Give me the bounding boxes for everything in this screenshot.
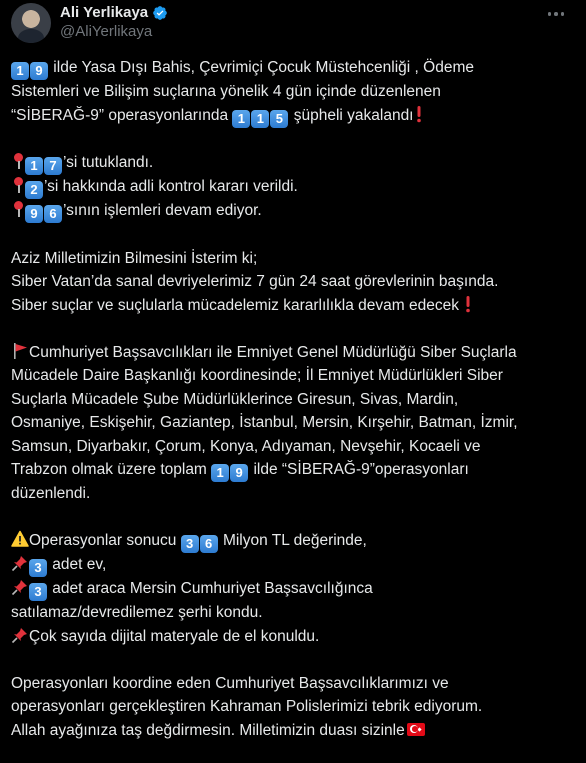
- keycap-digit: 3: [181, 535, 199, 553]
- text-fragment: ilde “SİBERAĞ-9”operasyonları: [249, 461, 469, 478]
- avatar[interactable]: [11, 3, 51, 43]
- keycap-digit: 3: [29, 559, 47, 577]
- text-line: Siber Vatan’da sanal devriyelerimiz 7 gün 24 saat görevlerinin başında.: [11, 273, 499, 290]
- keycap-digit: 2: [25, 181, 43, 199]
- text-fragment: Milyon TL değerinde,: [218, 532, 367, 549]
- text-line: Operasyonları koordine eden Cumhuriyet Başsavcılıklarımızı ve: [11, 674, 449, 692]
- tweet-paragraph-coordination: [11, 341, 576, 506]
- tweet-header: [0, 0, 586, 50]
- text-line: [11, 529, 576, 553]
- pushpin-icon: [11, 626, 29, 644]
- text-line: Aziz Milletimizin Bilmesini İsterim ki;: [11, 249, 258, 267]
- keycap-digit: 7: [44, 157, 62, 175]
- keycap-digit: 1: [211, 464, 229, 482]
- text-fragment: şüpheli yakalandı: [289, 106, 414, 124]
- author-handle[interactable]: @AliYerlikaya: [60, 23, 153, 40]
- tweet-paragraph-statement: [11, 247, 576, 318]
- turkey-flag-icon: [407, 723, 425, 736]
- more-options-icon[interactable]: [544, 6, 568, 22]
- tweet-paragraph-results: [11, 151, 576, 223]
- text-line: [11, 56, 576, 80]
- text-fragment: Trabzon olmak üzere toplam: [11, 461, 212, 478]
- verified-badge-icon: [152, 5, 168, 21]
- pushpin-icon: [11, 554, 29, 572]
- round-pushpin-icon: [11, 200, 25, 218]
- text-fragment: adet araca Mersin Cumhuriyet Başsavcılığınca: [48, 580, 373, 597]
- text-line: [11, 553, 576, 577]
- text-line: Sistemleri ve Bilişim suçlarına yönelik 4 gün içinde düzenlenen: [11, 83, 441, 100]
- text-fragment: adet ev,: [48, 556, 107, 573]
- text-line: satılamaz/devredilemez şerhi kondu.: [11, 604, 263, 621]
- round-pushpin-icon: [11, 152, 25, 170]
- text-line: Osmaniye, Eskişehir, Gaziantep, İstanbul, Mersin, Kırşehir, Batman, İzmir,: [11, 414, 518, 431]
- keycap-digit: 5: [270, 110, 288, 128]
- exclamation-icon: [463, 295, 473, 313]
- keycap-digit: 1: [232, 110, 250, 128]
- text-line: [11, 175, 576, 199]
- keycap-digit: 9: [230, 464, 248, 482]
- text-line: [11, 458, 576, 482]
- keycap-digit: 1: [251, 110, 269, 128]
- text-fragment: Operasyonlar sonucu: [29, 532, 181, 549]
- keycap-digit: 6: [44, 205, 62, 223]
- round-pushpin-icon: [11, 176, 25, 194]
- text-fragment: ’sının işlemleri devam ediyor.: [63, 202, 262, 219]
- text-line: [11, 577, 576, 601]
- author-name[interactable]: Ali Yerlikaya: [60, 4, 149, 21]
- warning-icon: [11, 530, 29, 548]
- text-line: [11, 294, 576, 318]
- text-line: Suçlarla Mücadele Şube Müdürlüklerince Giresun, Sivas, Mardin,: [11, 390, 459, 408]
- text-fragment: ilde Yasa Dışı Bahis, Çevrimiçi Çocuk Müstehcenliği , Ödeme: [49, 59, 474, 76]
- text-line: [11, 199, 576, 223]
- text-line: [11, 104, 576, 128]
- triangular-flag-icon: [11, 342, 29, 360]
- pushpin-icon: [11, 578, 29, 596]
- text-line: [11, 625, 576, 649]
- text-line: Mücadele Daire Başkanlığı koordinesinde; İl Emniyet Müdürlükleri Siber: [11, 367, 503, 384]
- keycap-digit: 1: [11, 62, 29, 80]
- keycap-digit: 9: [30, 62, 48, 80]
- exclamation-icon: [414, 105, 424, 123]
- text-line: [11, 151, 576, 175]
- text-fragment: Cumhuriyet Başsavcılıkları ile Emniyet Genel Müdürlüğü Siber Suçlarla: [29, 343, 517, 361]
- author-name-row: [60, 4, 168, 21]
- tweet-paragraph-seizures: [11, 529, 576, 648]
- text-line: [11, 341, 576, 365]
- text-fragment: Siber suçlar ve suçlularla mücadelemiz kararlılıkla devam edecek: [11, 296, 464, 314]
- tweet-paragraph-summary: [11, 56, 576, 128]
- text-fragment: ’si tutuklandı.: [63, 154, 154, 171]
- text-line: Samsun, Diyarbakır, Çorum, Konya, Adıyaman, Nevşehir, Kocaeli ve: [11, 437, 481, 455]
- keycap-digit: 6: [200, 535, 218, 553]
- keycap-digit: 1: [25, 157, 43, 175]
- tweet-paragraph-closing: [11, 672, 576, 743]
- text-fragment: Çok sayıda dijital materyale de el konuldu.: [29, 627, 320, 645]
- keycap-digit: 3: [29, 583, 47, 601]
- text-fragment: Allah ayağınıza taş değdirmesin. Milletimizin duası sizinle: [11, 721, 405, 739]
- text-fragment: “SİBERAĞ-9” operasyonlarında: [11, 106, 233, 124]
- keycap-digit: 9: [25, 205, 43, 223]
- tweet-text: [11, 56, 576, 763]
- text-line: [11, 719, 576, 743]
- text-line: düzenlendi.: [11, 485, 91, 502]
- text-fragment: ’si hakkında adli kontrol kararı verildi.: [44, 178, 298, 195]
- text-line: operasyonları gerçekleştiren Kahraman Polislerimizi tebrik ediyorum.: [11, 698, 483, 715]
